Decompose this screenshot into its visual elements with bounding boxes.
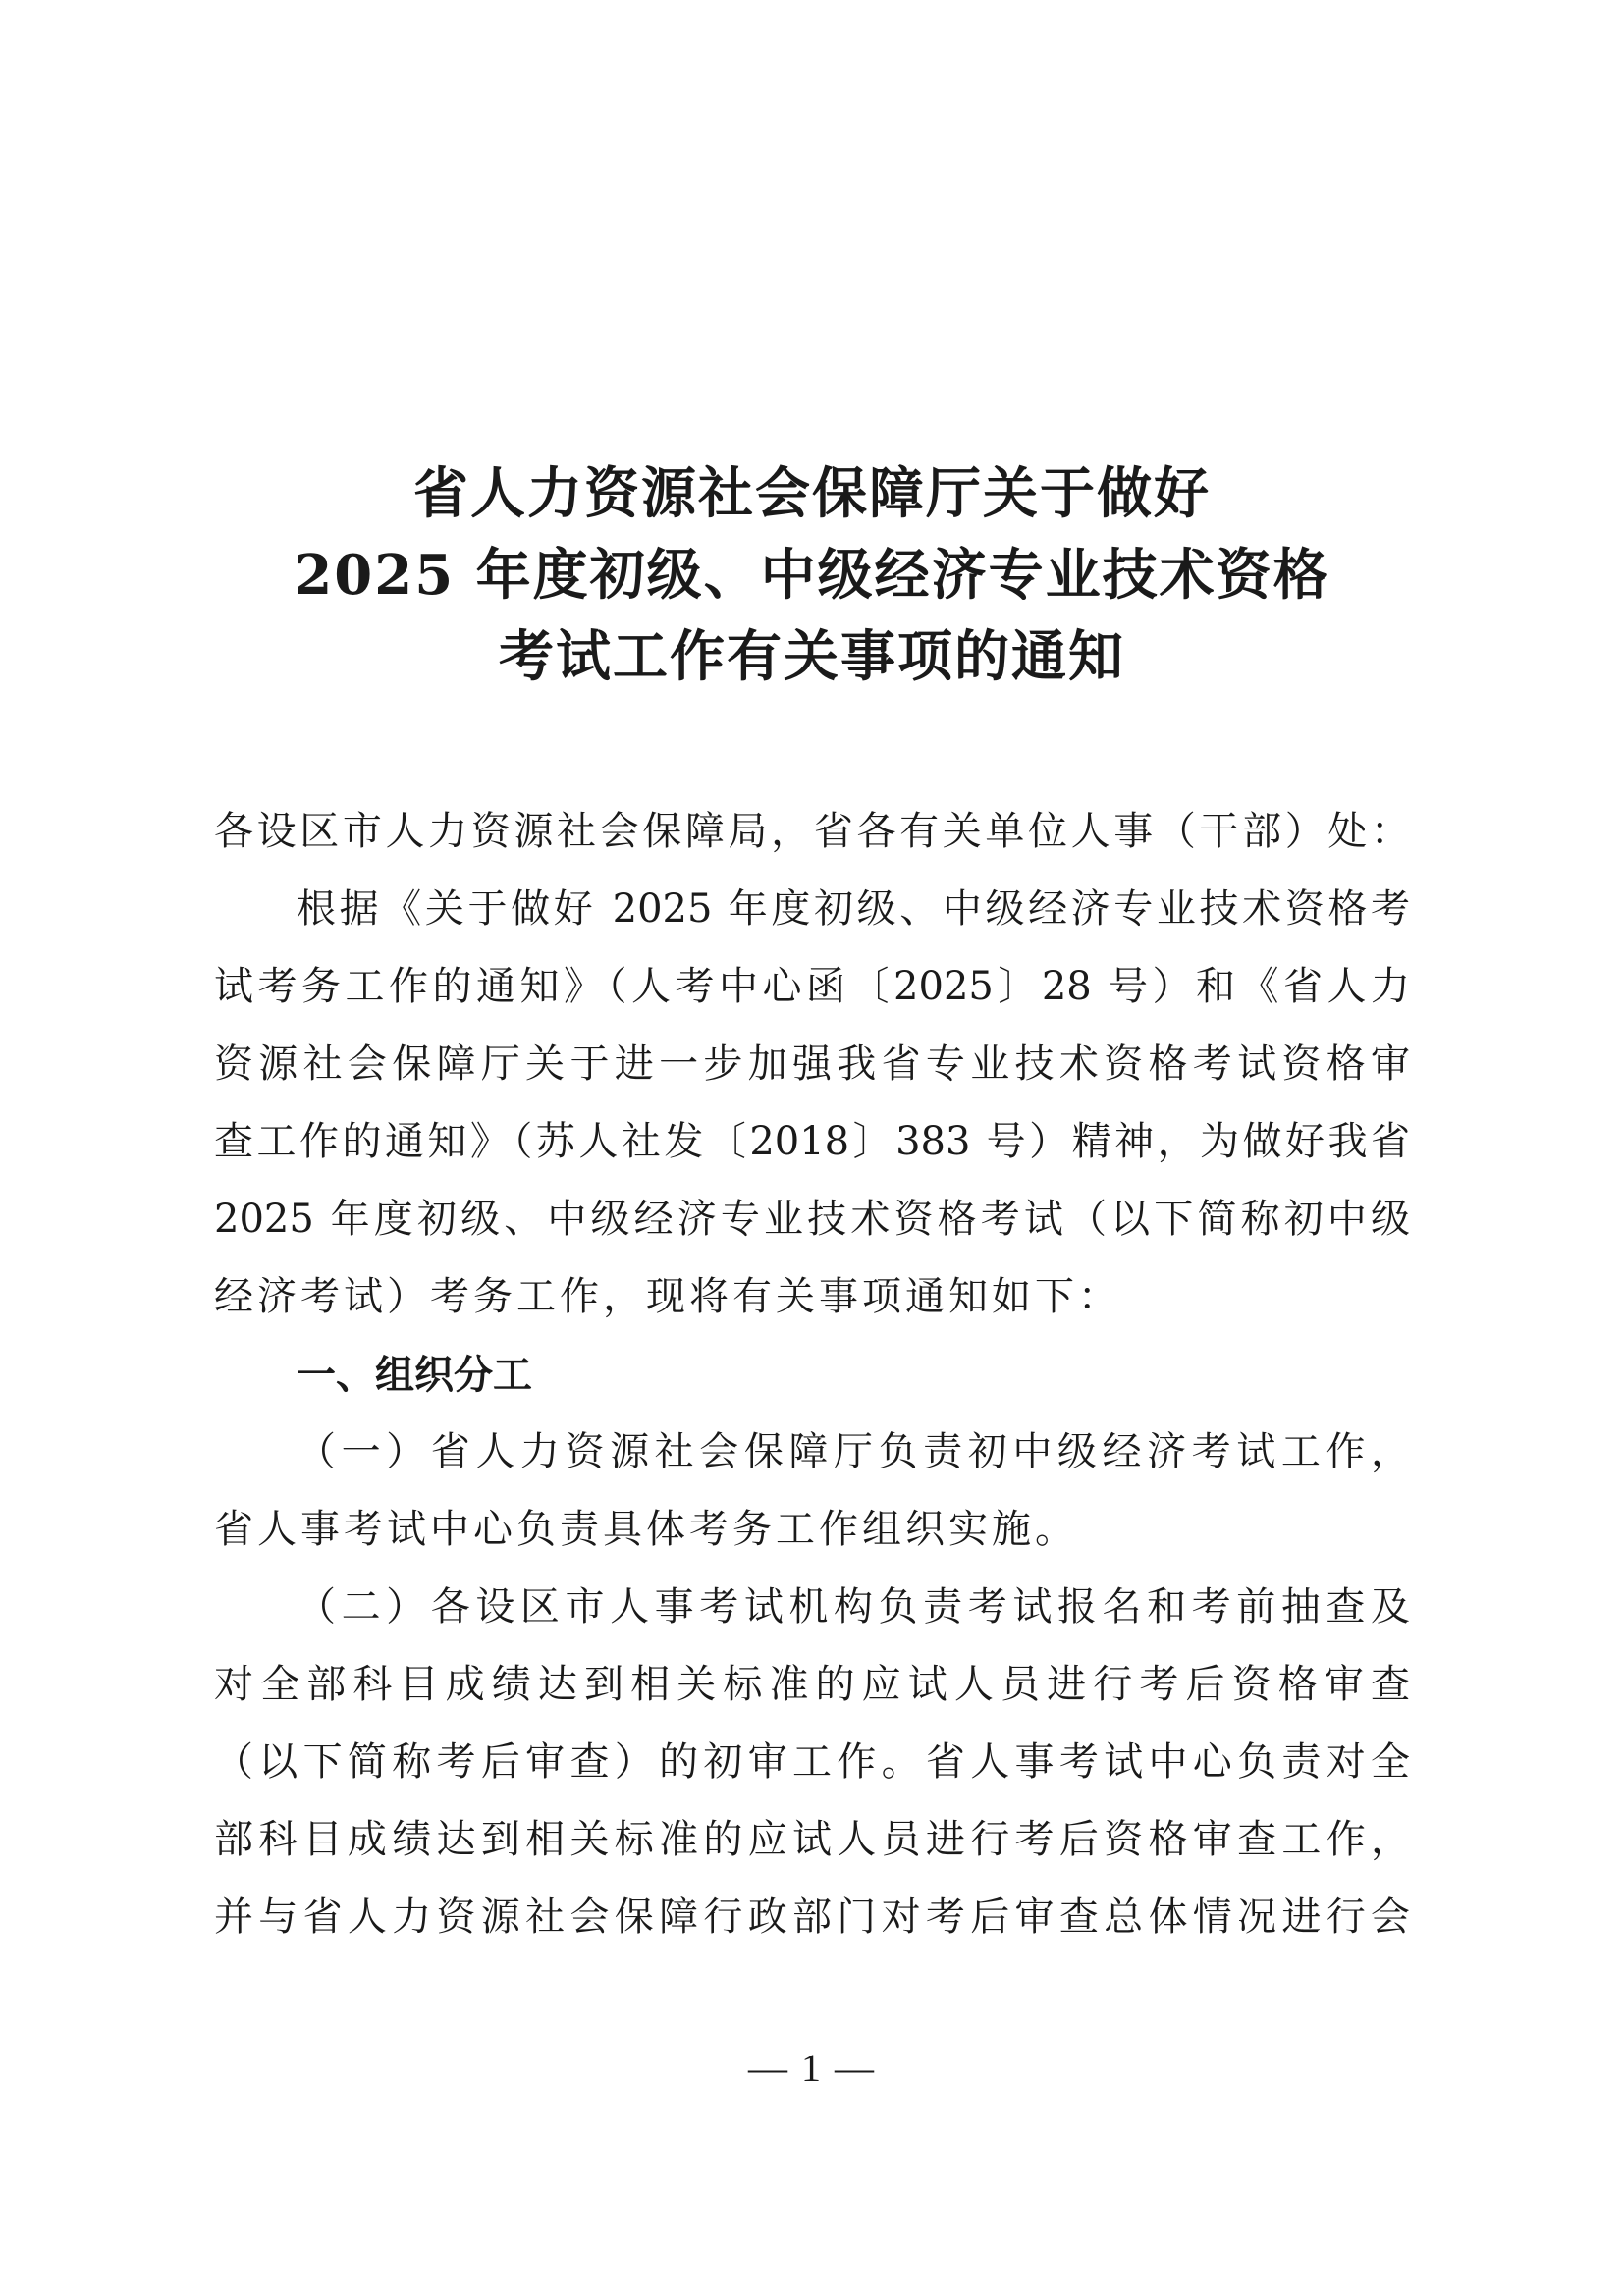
item-2-line-3: （以下简称考后审查）的初审工作。省人事考试中心负责对全 bbox=[214, 1739, 1410, 1785]
section-1-heading: 一、组织分工 bbox=[297, 1352, 532, 1398]
item-2-line-1: （二）各设区市人事考试机构负责考试报名和考前抽查及 bbox=[297, 1584, 1410, 1629]
salutation: 各设区市人力资源社会保障局，省各有关单位人事（干部）处： bbox=[214, 809, 1410, 854]
item-1-line-2: 省人事考试中心负责具体考务工作组织实施。 bbox=[214, 1507, 1078, 1552]
paragraph-1-line-4: 查工作的通知》（苏人社发〔2018〕383 号）精神，为做好我省 bbox=[214, 1119, 1410, 1164]
paragraph-1-line-1: 根据《关于做好 2025 年度初级、中级经济专业技术资格考 bbox=[297, 886, 1410, 932]
page-number: — 1 — bbox=[748, 2046, 876, 2090]
document-title bbox=[0, 454, 1624, 698]
paragraph-1-line-2: 试考务工作的通知》（人考中心函〔2025〕28 号）和《省人力 bbox=[214, 964, 1410, 1009]
title-line-2: 2025 年度初级、中级经济专业技术资格 bbox=[294, 543, 1330, 608]
paragraph-1-line-6: 经济考试）考务工作，现将有关事项通知如下： bbox=[214, 1274, 1121, 1319]
document-body bbox=[214, 793, 1410, 1956]
item-2-line-2: 对全部科目成绩达到相关标准的应试人员进行考后资格审查 bbox=[214, 1662, 1410, 1707]
item-2-line-4: 部科目成绩达到相关标准的应试人员进行考后资格审查工作， bbox=[214, 1817, 1410, 1862]
paragraph-1-line-5: 2025 年度初级、中级经济专业技术资格考试（以下简称初中级 bbox=[214, 1197, 1410, 1242]
title-line-1: 省人力资源社会保障厅关于做好 bbox=[413, 461, 1211, 526]
title-line-3: 考试工作有关事项的通知 bbox=[499, 624, 1125, 689]
item-1-line-1: （一）省人力资源社会保障厅负责初中级经济考试工作， bbox=[297, 1429, 1410, 1474]
item-2-line-5: 并与省人力资源社会保障行政部门对考后审查总体情况进行会 bbox=[214, 1895, 1410, 1940]
paragraph-1-line-3: 资源社会保障厅关于进一步加强我省专业技术资格考试资格审 bbox=[214, 1041, 1410, 1087]
